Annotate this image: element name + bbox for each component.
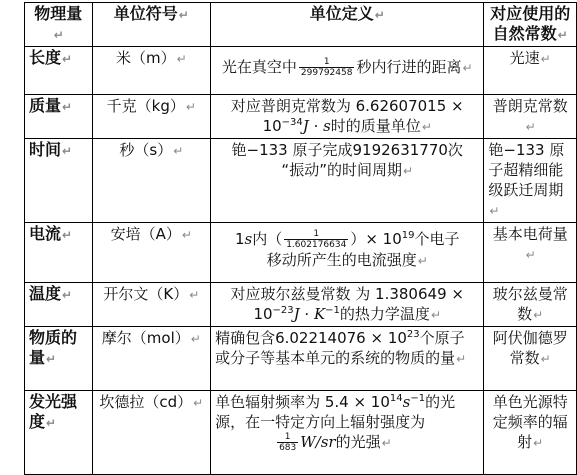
constant-cell: 光速↵ [484, 47, 577, 95]
fraction: $\frac{1}{299792458}$ [300, 57, 353, 78]
definition-line: 单色辐射频率为 $5.4 \times 10^{14}s^{-1}$的光 [215, 393, 456, 411]
header-symbol: 单位符号↵ [92, 3, 210, 47]
header-row [25, 3, 577, 47]
definition-cell [211, 95, 484, 139]
table-row [25, 95, 577, 139]
quantity-cell: 物质的量↵ [25, 327, 93, 391]
definition-line: 对应玻尔兹曼常数 为 1.380649 × [230, 285, 464, 303]
definition-line: 1s内（ $\frac{1}{1.602176634}$ ）× $10^{19}$个电子 [234, 229, 460, 250]
definition-line: 铯−133 原子完成9192631770次 [231, 141, 463, 159]
symbol-cell: 开尔文（K）↵ [92, 283, 210, 327]
definition-line: $\frac{1}{683}$ W/sr的光强↵ [279, 432, 392, 453]
symbol-cell: 米（m）↵ [92, 47, 210, 95]
table-row [25, 283, 577, 327]
constant-cell: 铯−133 原子超精细能级跃迁周期↵ [484, 139, 577, 223]
header-definition: 单位定义↵ [211, 3, 484, 47]
symbol-cell: 坎德拉（cd）↵ [92, 391, 210, 475]
definition-line: 精确包含$6.02214076 \times 10^{23}$个原子 [215, 329, 465, 347]
quantity-cell: 时间↵ [25, 139, 93, 223]
quantity-cell: 长度↵ [25, 47, 93, 95]
header-quantity: 物理量↵ [25, 3, 93, 47]
table-row [25, 47, 577, 95]
symbol-cell: 摩尔（mol）↵ [92, 327, 210, 391]
symbol-cell: 千克（kg）↵ [92, 95, 210, 139]
definition-line: “振动”的时间周期↵ [281, 161, 414, 179]
definition-line: 或分子等基本单元的系统的物质的量↵ [215, 349, 467, 367]
fraction: $\frac{1}{683}$ [279, 432, 297, 453]
quantity-cell: 质量↵ [25, 95, 93, 139]
quantity-cell: 发光强度↵ [25, 391, 93, 475]
si-units-table [24, 2, 577, 475]
constant-cell: 阿伏伽德罗常数↵ [484, 327, 577, 391]
definition-line: 源，在一特定方向上辐射强度为 [215, 413, 426, 431]
constant-cell: 普朗克常数↵ [484, 95, 577, 139]
definition-cell [211, 223, 484, 283]
table-row [25, 139, 577, 223]
definition-cell [211, 139, 484, 223]
definition-cell [211, 283, 484, 327]
symbol-cell: 安培（A）↵ [92, 223, 210, 283]
definition-line: $10^{-34}J \cdot s$时的质量单位↵ [262, 117, 432, 135]
quantity-cell: 电流↵ [25, 223, 93, 283]
table-row [25, 223, 577, 283]
definition-cell [211, 391, 484, 475]
symbol-cell: 秒（s）↵ [92, 139, 210, 223]
constant-cell: 玻尔兹曼常数↵ [484, 283, 577, 327]
definition-line: 对应普朗克常数为 6.62607015 × [230, 97, 464, 115]
definition-line: $10^{-23}J \cdot K^{-1}$的热力学温度↵ [253, 305, 441, 323]
definition-cell [211, 327, 484, 391]
constant-cell: 单色光源特定频率的辐射↵ [484, 391, 577, 475]
definition-cell: 光在真空中 $\frac{1}{299792458}$ 秒内行进的距离↵ [211, 47, 484, 95]
definition-line: 移动所产生的电流强度↵ [266, 251, 428, 269]
table-row [25, 327, 577, 391]
fraction: $\frac{1}{1.602176634}$ [286, 229, 347, 250]
header-constant: 对应使用的自然常数↵ [484, 3, 577, 47]
table-row [25, 391, 577, 475]
quantity-cell: 温度↵ [25, 283, 93, 327]
constant-cell: 基本电荷量↵ [484, 223, 577, 283]
